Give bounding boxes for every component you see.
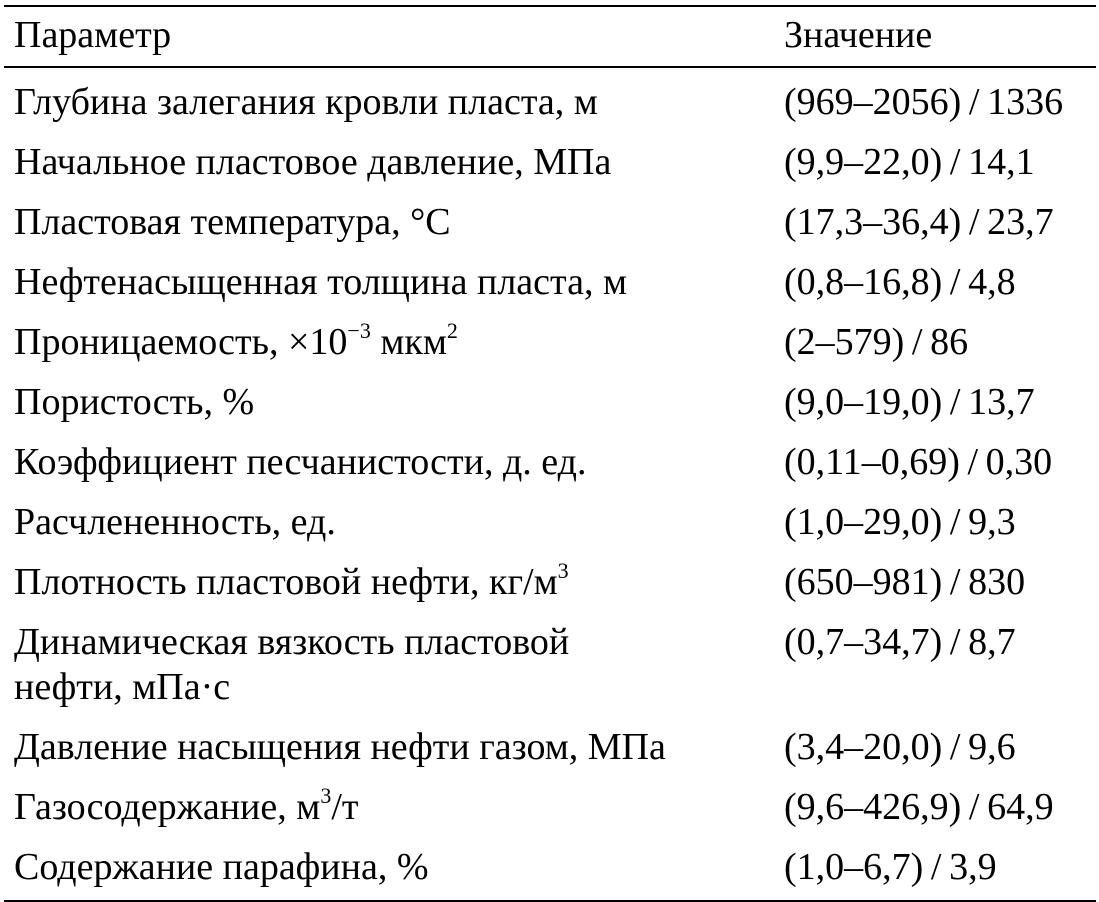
table-row — [4, 373, 1096, 433]
table-row — [4, 193, 1096, 253]
superscript-cube: 3 — [557, 558, 569, 583]
row-parameter: Содержание парафина, % — [14, 846, 429, 888]
row-value: (2–579) / 86 — [784, 321, 969, 363]
parameter-text: Газосодержание, м — [14, 786, 321, 828]
row-value: (969–2056) / 1336 — [784, 81, 1064, 123]
row-parameter: Расчлененность, ед. — [14, 501, 336, 543]
parameter-text: Плотность пластовой нефти, кг/м — [14, 561, 558, 603]
row-value: (0,11–0,69) / 0,30 — [784, 441, 1053, 483]
row-parameter: Нефтенасыщенная толщина пласта, м — [14, 261, 627, 303]
row-value: (1,0–29,0) / 9,3 — [784, 501, 1016, 543]
row-value: (9,0–19,0) / 13,7 — [784, 381, 1035, 423]
table-row — [4, 553, 1096, 613]
row-value: (1,0–6,7) / 3,9 — [784, 846, 997, 888]
table-row — [4, 253, 1096, 313]
row-parameter — [4, 778, 776, 838]
parameter-line-1: Динамическая вязкость пластовой — [14, 621, 570, 663]
parameter-unit-tail: /т — [331, 786, 359, 828]
row-value: (650–981) / 830 — [784, 561, 1026, 603]
table-row — [4, 613, 1096, 718]
table-row — [4, 838, 1096, 901]
parameter-line-2: нефти, мПа·с — [14, 666, 231, 708]
superscript-exponent: −3 — [347, 318, 371, 343]
row-parameter — [4, 313, 776, 373]
parameter-unit: мкм — [370, 321, 447, 363]
table-row — [4, 778, 1096, 838]
parameter-table — [4, 5, 1096, 902]
table-header — [4, 6, 1096, 67]
table-row — [4, 67, 1096, 133]
row-value: (9,6–426,9) / 64,9 — [784, 786, 1054, 828]
row-value: (0,7–34,7) / 8,7 — [784, 621, 1016, 663]
header-row — [4, 6, 1096, 67]
table-row — [4, 433, 1096, 493]
table-row — [4, 493, 1096, 553]
row-value: (0,8–16,8) / 4,8 — [784, 261, 1016, 303]
row-value: (9,9–22,0) / 14,1 — [784, 141, 1035, 183]
table-row — [4, 718, 1096, 778]
row-parameter: Пористость, % — [14, 381, 255, 423]
row-parameter: Давление насыщения нефти газом, МПа — [14, 726, 666, 768]
table-body — [4, 67, 1096, 901]
row-parameter: Начальное пластовое давление, МПа — [14, 141, 612, 183]
superscript-square: 2 — [446, 318, 458, 343]
row-parameter — [4, 613, 776, 718]
row-value: (3,4–20,0) / 9,6 — [784, 726, 1016, 768]
table-row — [4, 133, 1096, 193]
row-parameter: Коэффициент песчанистости, д. ед. — [14, 441, 587, 483]
table-row — [4, 313, 1096, 373]
row-parameter — [4, 553, 776, 613]
header-parameter: Параметр — [14, 14, 172, 56]
row-parameter: Глубина залегания кровли пласта, м — [14, 81, 598, 123]
header-value: Значение — [784, 14, 933, 56]
row-parameter: Пластовая температура, °С — [14, 201, 451, 243]
superscript-cube: 3 — [320, 783, 332, 808]
row-value: (17,3–36,4) / 23,7 — [784, 201, 1054, 243]
parameter-text: Проницаемость, ×10 — [14, 321, 348, 363]
